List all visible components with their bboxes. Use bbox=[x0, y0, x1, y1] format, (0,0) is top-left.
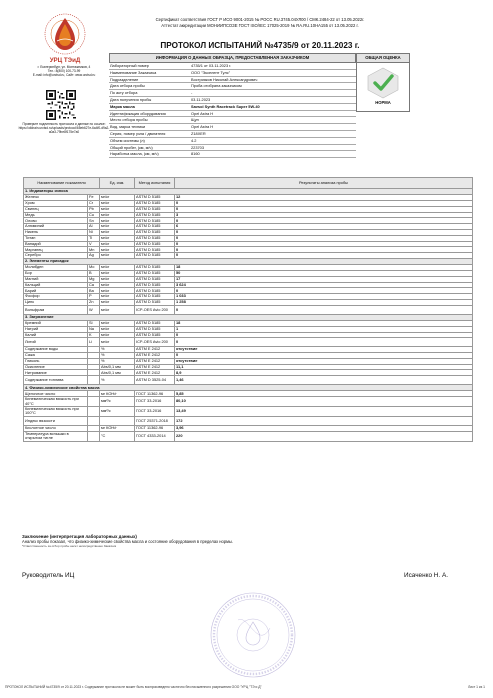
protocol-title: ПРОТОКОЛ ИСПЫТАНИЙ №4735/9 от 20.11.2023 г. bbox=[160, 41, 360, 50]
sample-info-value: 4.2 bbox=[191, 137, 197, 143]
unit: % bbox=[100, 376, 135, 385]
sample-info-row bbox=[109, 117, 356, 124]
element-symbol: Ag bbox=[88, 253, 100, 259]
sample-info-row bbox=[109, 70, 356, 77]
qr-verification-note: Проверьте подлинность протокола и данные по ссылке: https://oildrain.urctsd.ru/uploads/protocol/65eb627e-6a4f0-d9a2-a0a3-79be8f175e7a0 bbox=[18, 122, 110, 134]
overall-grade bbox=[356, 53, 410, 112]
signature-role: Руководитель ИЦ bbox=[22, 572, 75, 579]
result-value: 80,10 bbox=[175, 397, 473, 407]
indicator-name: Содержание воды bbox=[24, 347, 88, 353]
element-symbol: Pb bbox=[88, 206, 100, 212]
cert-line-1: Сертификат соответствия ГОСТ Р ИСО 9001-2015 № РОСС RU.3745.04УЛ00 / СМК.2484-22 от 13.05.2022г. bbox=[155, 17, 365, 22]
sample-info-key: Дата получения пробы bbox=[110, 96, 152, 102]
indicator-name: Гликоль bbox=[24, 358, 88, 364]
unit: % bbox=[100, 358, 135, 364]
unit bbox=[100, 416, 135, 425]
unit: мм²/с bbox=[100, 397, 135, 407]
org-name: УРЦ ТЭиД bbox=[49, 57, 81, 64]
test-method: ASTM D 5185 bbox=[135, 247, 175, 253]
indicator-name: Алюминий bbox=[24, 224, 88, 230]
element-symbol bbox=[88, 407, 100, 417]
element-symbol: Li bbox=[88, 338, 100, 347]
unit: мг/кг bbox=[100, 241, 135, 247]
table-row bbox=[24, 338, 473, 347]
sample-info-value: 4735/1 от 03.11.2023 г. bbox=[191, 63, 232, 68]
unit: °С bbox=[100, 431, 135, 441]
sample-info-row bbox=[109, 63, 356, 70]
sample-info-key: Идентификация оборудования bbox=[110, 110, 166, 116]
test-method: ГОСТ 25371-2018 bbox=[135, 416, 175, 425]
cert-line-2: Аттестат аккредитации МОНИИПСОЗЕ ГОСТ ISO/IEC 17025-2019 № RA.RU.10НА155 от 13.05.2022 г. bbox=[161, 23, 359, 28]
test-method: ASTM D 5185 bbox=[135, 235, 175, 241]
result-value: 3 bbox=[175, 212, 473, 218]
sample-info-row bbox=[109, 145, 356, 152]
sample-info-row bbox=[109, 151, 356, 158]
sample-info-key: Серия, номер узла / двигателя bbox=[110, 130, 166, 136]
qr-code-icon[interactable] bbox=[46, 90, 76, 120]
element-symbol: Mg bbox=[88, 276, 100, 282]
section-title: 1. Индикаторы износа bbox=[24, 189, 473, 195]
unit: мг/кг bbox=[100, 247, 135, 253]
result-value: 12 bbox=[175, 195, 473, 201]
sample-info-table bbox=[109, 53, 356, 158]
table-row bbox=[24, 431, 473, 441]
sample-info-value: Проба отобрана заказчиком bbox=[191, 83, 242, 89]
sample-info-row bbox=[109, 77, 356, 84]
indicator-name: Никель bbox=[24, 229, 88, 235]
sample-info-key: Наименование Заказчика bbox=[110, 69, 157, 75]
unit: мг/кг bbox=[100, 212, 135, 218]
org-address: г. Екатеринбург, ул. Монтажников, 4 bbox=[37, 65, 91, 69]
test-method: ASTM D 5185 bbox=[135, 270, 175, 276]
element-symbol: Sn bbox=[88, 218, 100, 224]
unit: мг/кг bbox=[100, 294, 135, 300]
indicator-name: Кислотное число bbox=[24, 425, 88, 431]
test-method: ASTM D 5185 bbox=[135, 282, 175, 288]
sample-info-value: - bbox=[191, 90, 193, 96]
sample-info-value: Opel Astra H bbox=[191, 110, 214, 116]
sample-info-row bbox=[109, 131, 356, 138]
result-value: 0 bbox=[175, 253, 473, 259]
overall-grade-label: НОРМА bbox=[375, 100, 391, 105]
indicator-name: Вольфрам bbox=[24, 305, 88, 314]
sample-info-key: Вид, марка техники bbox=[110, 124, 146, 130]
element-symbol: Mn bbox=[88, 247, 100, 253]
unit: мг/кг bbox=[100, 253, 135, 259]
unit: мг/кг bbox=[100, 305, 135, 314]
test-method: ASTM D 5185 bbox=[135, 195, 175, 201]
indicator-name: Калий bbox=[24, 332, 88, 338]
result-value: 0 bbox=[175, 235, 473, 241]
test-method: ASTM E 2412 bbox=[135, 353, 175, 359]
unit: мг/кг bbox=[100, 218, 135, 224]
overall-grade-heading: ОБЩАЯ ОЦЕНКА bbox=[357, 54, 409, 63]
indicator-name: Титан bbox=[24, 235, 88, 241]
unit: мг/кг bbox=[100, 200, 135, 206]
element-symbol: Ti bbox=[88, 235, 100, 241]
org-logo-icon bbox=[38, 10, 92, 58]
element-symbol: Fe bbox=[88, 195, 100, 201]
sample-info-key: Наработка масла, (км, м/ч) bbox=[110, 151, 159, 157]
element-symbol: Si bbox=[88, 320, 100, 326]
results-table bbox=[23, 177, 473, 442]
result-value: 0 bbox=[175, 229, 473, 235]
result-value: 0 bbox=[175, 206, 473, 212]
indicator-name: Хром bbox=[24, 200, 88, 206]
result-value: 0 bbox=[175, 247, 473, 253]
table-row bbox=[24, 407, 473, 417]
test-method: ICP-OES Avio 200 bbox=[135, 305, 175, 314]
indicator-name: Кремний bbox=[24, 320, 88, 326]
sample-info-heading: ИНФОРМАЦИЯ О ДАННЫХ ОБРАЗЦА, ПРЕДОСТАВЛЕННАЯ ЗАКАЗЧИКОМ bbox=[109, 53, 356, 63]
test-method: ASTM D 5185 bbox=[135, 276, 175, 282]
test-method: ASTM D 5185 bbox=[135, 294, 175, 300]
result-value: 50 bbox=[175, 270, 473, 276]
conclusion-note: *Ответственность за отбор пробы несет непосредственно Заказчик bbox=[22, 544, 117, 548]
sample-info-value: ООО "Экселент Тулс" bbox=[191, 69, 231, 75]
unit: мг/кг bbox=[100, 195, 135, 201]
indicator-name: Олово bbox=[24, 218, 88, 224]
test-method: ГОСТ 11362-96 bbox=[135, 425, 175, 431]
element-symbol: Na bbox=[88, 326, 100, 332]
indicator-name: Молибден bbox=[24, 265, 88, 271]
conclusion-block bbox=[22, 534, 472, 548]
result-value: отсутствие bbox=[175, 347, 473, 353]
sample-info-value: Щуп bbox=[191, 117, 199, 123]
conclusion-title: Заключение (интерпретация лабораторных данных) bbox=[22, 534, 137, 539]
test-method: ASTM E 2412 bbox=[135, 347, 175, 353]
unit: мг/кг bbox=[100, 338, 135, 347]
unit: мг/кг bbox=[100, 282, 135, 288]
test-method: ASTM D 5185 bbox=[135, 224, 175, 230]
signature-name: Исаченко Н. А. bbox=[404, 572, 449, 579]
result-value: 5,85 bbox=[175, 391, 473, 397]
indicator-name: Ванадий bbox=[24, 241, 88, 247]
indicator-name: Содержание топлива bbox=[24, 376, 88, 385]
indicator-name: Кинематическая вязкость при 40°С bbox=[24, 397, 88, 407]
sample-info-value: 223703 bbox=[191, 144, 204, 150]
unit: мг/кг bbox=[100, 288, 135, 294]
indicator-name: Бор bbox=[24, 270, 88, 276]
result-value: 18 bbox=[175, 320, 473, 326]
unit: мг/кг bbox=[100, 299, 135, 305]
indicator-name: Индекс вязкости bbox=[24, 416, 88, 425]
test-method: ASTM E 2412 bbox=[135, 358, 175, 364]
sample-info-row bbox=[109, 138, 356, 145]
unit: Abs/0,1 мм bbox=[100, 370, 135, 376]
sample-info-row bbox=[109, 104, 356, 111]
table-row bbox=[24, 397, 473, 407]
indicator-name: Магний bbox=[24, 276, 88, 282]
footer-disclaimer: ПРОТОКОЛ ИСПЫТАНИЙ №4735/9 от 20.11.2023 г. Содержание протокола не может быть воспроизведено частично без письменного разрешения ООО "УРЦ "ТЭ и Д" bbox=[5, 685, 262, 689]
result-value: 8,9 bbox=[175, 370, 473, 376]
indicator-name: Окисление bbox=[24, 364, 88, 370]
page-footer bbox=[5, 685, 485, 689]
result-value: 3 624 bbox=[175, 282, 473, 288]
test-method: ASTM D 5185 bbox=[135, 218, 175, 224]
result-value: 1 bbox=[175, 326, 473, 332]
test-method: ASTM D 5185 bbox=[135, 265, 175, 271]
result-value: 0 bbox=[175, 305, 473, 314]
result-value: 1 033 bbox=[175, 294, 473, 300]
indicator-name: Кальций bbox=[24, 282, 88, 288]
sample-info-key: Объем системы (л) bbox=[110, 137, 145, 143]
unit: мг/кг bbox=[100, 332, 135, 338]
org-email[interactable]: E-mail: info@urctsd.ru, Сайт: www.urctsd.ru bbox=[32, 72, 96, 77]
test-method: ASTM D 5185 bbox=[135, 212, 175, 218]
unit: мг/кг bbox=[100, 235, 135, 241]
element-symbol: Ca bbox=[88, 282, 100, 288]
element-symbol: W bbox=[88, 305, 100, 314]
unit: мг/кг bbox=[100, 265, 135, 271]
sample-info-key: Подразделение bbox=[110, 76, 139, 82]
sample-info-key: Марка масла bbox=[110, 103, 135, 109]
certification-block bbox=[110, 17, 410, 29]
sample-info-row bbox=[109, 111, 356, 118]
result-value: 0 bbox=[175, 241, 473, 247]
element-symbol: Ba bbox=[88, 288, 100, 294]
unit: % bbox=[100, 347, 135, 353]
conclusion-text: Анализ пробы показал, что физико-химические свойства масла и состояние оборудования в пределах нормы. bbox=[22, 539, 233, 544]
unit: мг КОН/г bbox=[100, 391, 135, 397]
sample-info-key: Дата отбора пробы bbox=[110, 83, 145, 89]
element-symbol: V bbox=[88, 241, 100, 247]
stamp-icon bbox=[208, 590, 298, 680]
test-method: ASTM D 5185 bbox=[135, 200, 175, 206]
table-row bbox=[24, 376, 473, 385]
test-method: ASTM D 5185 bbox=[135, 241, 175, 247]
test-method: ASTM D 5185 bbox=[135, 288, 175, 294]
indicator-name: Барий bbox=[24, 288, 88, 294]
indicator-name: Сажа bbox=[24, 353, 88, 359]
sample-info-value: 8160 bbox=[191, 151, 200, 157]
sample-info-key: Общий пробег, (км, м/ч) bbox=[110, 144, 153, 150]
indicator-name: Свинец bbox=[24, 206, 88, 212]
element-symbol bbox=[88, 376, 100, 385]
indicator-name: Фосфор bbox=[24, 294, 88, 300]
test-method: ASTM E 2412 bbox=[135, 370, 175, 376]
test-method: ASTM E 2412 bbox=[135, 364, 175, 370]
test-method: ГОСТ 11362-96 bbox=[135, 391, 175, 397]
footer-page-number: Лист 1 из 1 bbox=[468, 685, 485, 689]
indicator-name: Температура вспышки в открытом тигле bbox=[24, 431, 88, 441]
unit: мм²/с bbox=[100, 407, 135, 417]
unit: Abs/0,1 мм bbox=[100, 364, 135, 370]
element-symbol: Mo bbox=[88, 265, 100, 271]
test-method: ASTM D 5185 bbox=[135, 229, 175, 235]
unit: мг/кг bbox=[100, 224, 135, 230]
test-method: ASTM D 5185 bbox=[135, 320, 175, 326]
org-phone: Тел.: 8(800) 100-73-99 bbox=[47, 68, 81, 73]
result-value: 0 bbox=[175, 200, 473, 206]
result-value: 0 bbox=[175, 218, 473, 224]
test-method: ASTM D 5185 bbox=[135, 253, 175, 259]
column-header-result: Результаты анализа пробы bbox=[175, 178, 473, 189]
result-value: 13,49 bbox=[175, 407, 473, 417]
sample-info-value: Z18XER bbox=[191, 130, 206, 136]
element-symbol: Cr bbox=[88, 200, 100, 206]
element-symbol: K bbox=[88, 332, 100, 338]
sample-info-row bbox=[109, 83, 356, 90]
org-contacts bbox=[18, 66, 110, 78]
unit: мг/кг bbox=[100, 326, 135, 332]
sample-info-key: Место отбора пробы bbox=[110, 117, 148, 123]
sample-info-value: Вострияков Николай Александрович bbox=[191, 76, 258, 82]
test-method: ГОСТ 4333-2014 bbox=[135, 431, 175, 441]
sample-info-row bbox=[109, 97, 356, 104]
column-header-name: Наименование показателя bbox=[24, 178, 100, 189]
result-value: 0 bbox=[175, 332, 473, 338]
result-value: 1,46 bbox=[175, 376, 473, 385]
result-value: отсутствие bbox=[175, 358, 473, 364]
indicator-name: Кинематическая вязкость при 100°С bbox=[24, 407, 88, 417]
indicator-name: Нитрование bbox=[24, 370, 88, 376]
column-header-method: Метод испытания bbox=[135, 178, 175, 189]
result-value: 0 bbox=[175, 288, 473, 294]
result-value: 1 258 bbox=[175, 299, 473, 305]
element-symbol: Al bbox=[88, 224, 100, 230]
element-symbol bbox=[88, 397, 100, 407]
table-row bbox=[24, 305, 473, 314]
element-symbol: Zn bbox=[88, 299, 100, 305]
result-value: 3,96 bbox=[175, 425, 473, 431]
unit: мг/кг bbox=[100, 320, 135, 326]
test-method: ASTM D 5185 bbox=[135, 326, 175, 332]
element-symbol bbox=[88, 431, 100, 441]
test-method: ГОСТ 33-2016 bbox=[135, 397, 175, 407]
unit: мг КОН/г bbox=[100, 425, 135, 431]
element-symbol bbox=[88, 416, 100, 425]
result-value: 11,1 bbox=[175, 364, 473, 370]
test-method: ICP-OES Avio 200 bbox=[135, 338, 175, 347]
unit: мг/кг bbox=[100, 206, 135, 212]
result-value: 6 bbox=[175, 224, 473, 230]
element-symbol: Ni bbox=[88, 229, 100, 235]
test-method: ASTM D 3525-04 bbox=[135, 376, 175, 385]
element-symbol: Cu bbox=[88, 212, 100, 218]
column-header-unit: Ед. изм. bbox=[100, 178, 135, 189]
indicator-name: Щелочное число bbox=[24, 391, 88, 397]
result-value: 0 bbox=[175, 353, 473, 359]
sample-info-value: Savsol Synth Racetrack Super 5W-40 bbox=[191, 103, 260, 109]
sample-info-key: Лабораторный номер bbox=[110, 63, 149, 68]
unit: мг/кг bbox=[100, 276, 135, 282]
indicator-name: Цинк bbox=[24, 299, 88, 305]
unit: мг/кг bbox=[100, 270, 135, 276]
test-method: ГОСТ 33-2016 bbox=[135, 407, 175, 417]
result-value: 17 bbox=[175, 276, 473, 282]
indicator-name: Медь bbox=[24, 212, 88, 218]
unit: % bbox=[100, 353, 135, 359]
section-title: 4. Физико-химические свойства масла bbox=[24, 385, 473, 391]
result-value: 0 bbox=[175, 338, 473, 347]
indicator-name: Серебро bbox=[24, 253, 88, 259]
result-value: 220 bbox=[175, 431, 473, 441]
test-method: ASTM D 5185 bbox=[135, 299, 175, 305]
sample-info-row bbox=[109, 124, 356, 131]
checkmark-icon bbox=[366, 67, 400, 99]
indicator-name: Литий bbox=[24, 338, 88, 347]
indicator-name: Марганец bbox=[24, 247, 88, 253]
sample-info-row bbox=[109, 90, 356, 97]
indicator-name: Натрий bbox=[24, 326, 88, 332]
result-value: 172 bbox=[175, 416, 473, 425]
element-symbol: P bbox=[88, 294, 100, 300]
element-symbol: B bbox=[88, 270, 100, 276]
sample-info-value: 03.11.2023 bbox=[191, 96, 211, 102]
table-row bbox=[24, 416, 473, 425]
sample-info-value: Opel Astra H bbox=[191, 124, 214, 130]
unit: мг/кг bbox=[100, 229, 135, 235]
test-method: ASTM D 5185 bbox=[135, 332, 175, 338]
test-method: ASTM D 5185 bbox=[135, 206, 175, 212]
indicator-name: Железо bbox=[24, 195, 88, 201]
result-value: 18 bbox=[175, 265, 473, 271]
section-title: 2. Элементы присадок bbox=[24, 258, 473, 264]
section-title: 3. Загрязнение bbox=[24, 314, 473, 320]
sample-info-key: По акту отбора bbox=[110, 90, 138, 96]
